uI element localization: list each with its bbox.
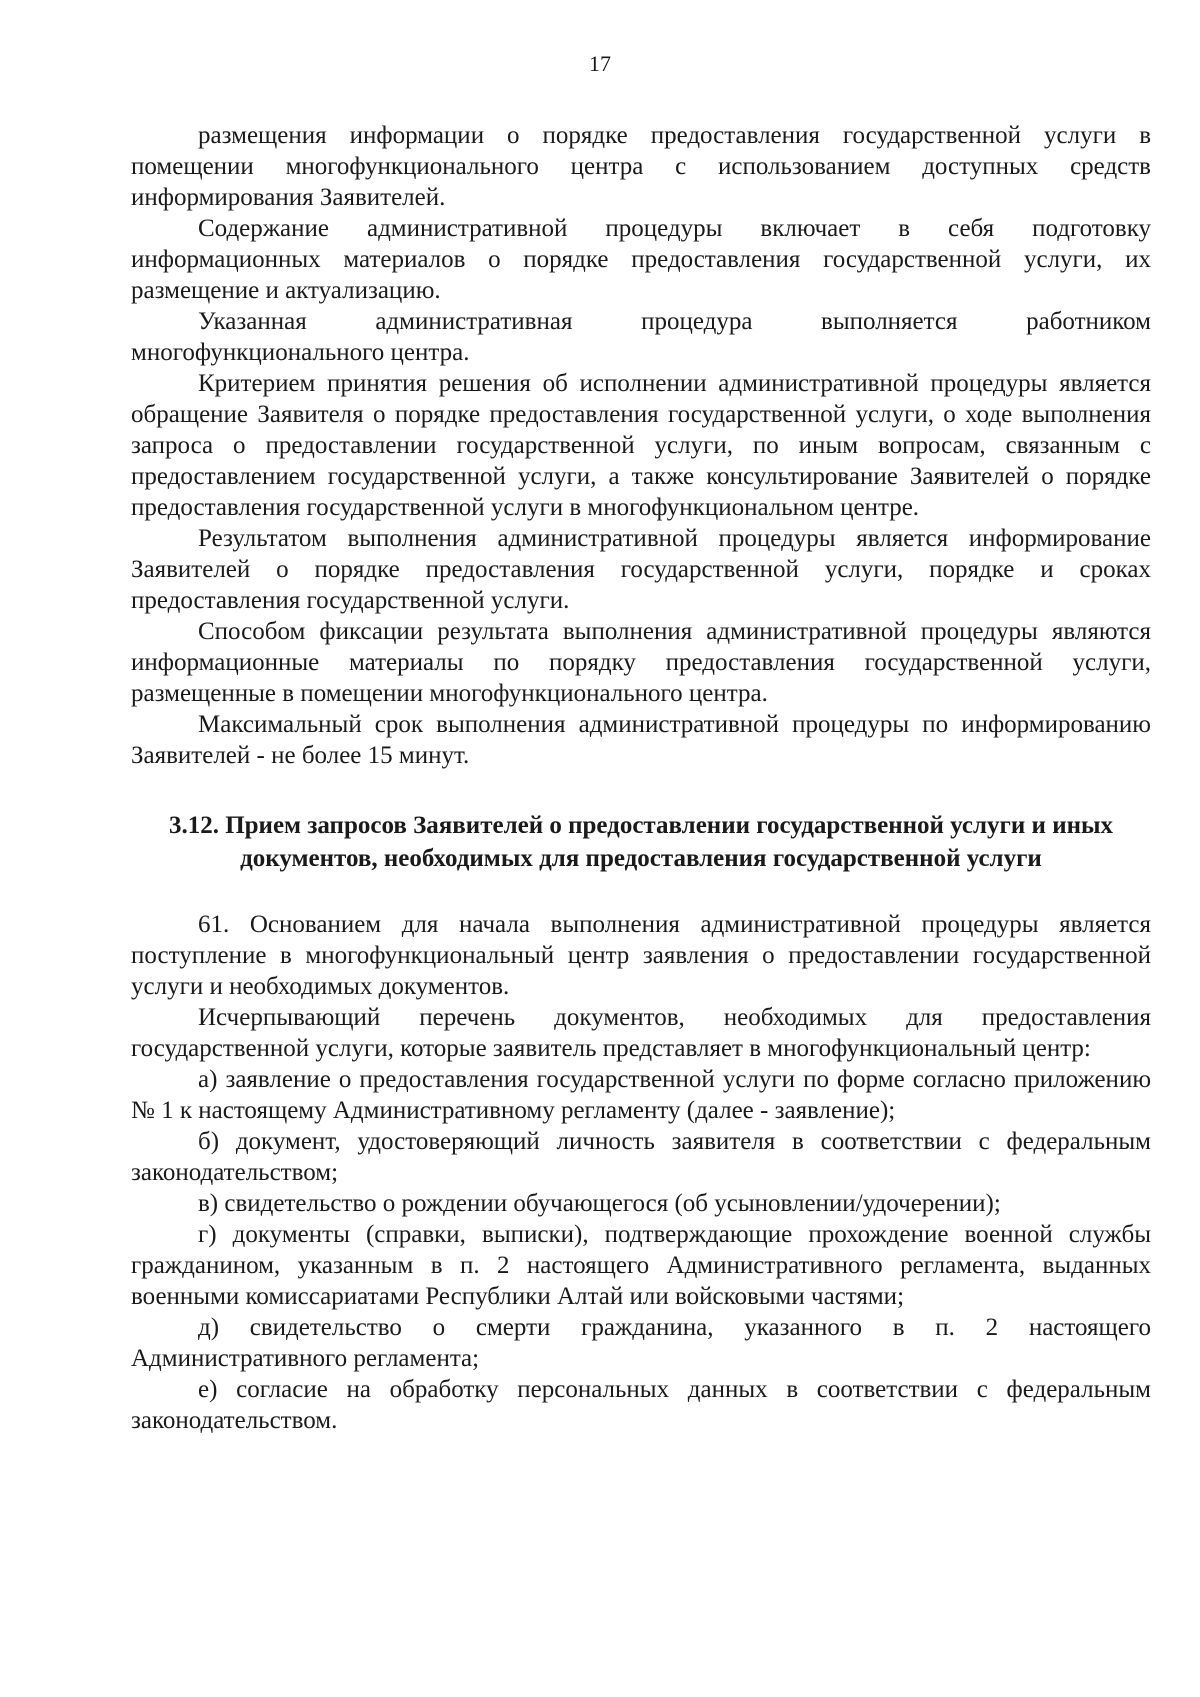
paragraph: Способом фиксации результата выполнения административной процедуры являются информационные материалы по порядку предоставления государственной услуги, размещенные в помещении многофункционального центра. [131,618,1151,707]
paragraph: Критерием принятия решения об исполнении административной процедуры является обращение Заявителя о порядке предоставления государственной услуги, о ходе выполнения запроса о предоставлении государственной услуги, по иным вопросам, связанным с предоставлением государственной услуги, а также консультирование Заявителей о порядке предоставления государственной услуги в многофункциональном центре. [131,370,1151,521]
section-heading: 3.12. Прием запросов Заявителей о предоставлении государственной услуги и иных документов, необходимых для предоставления государственной услуги [168,812,1114,872]
page-number: 17 [589,51,611,76]
list-item: г) документы (справки, выписки), подтверждающие прохождение военной службы гражданином, указанным в п. 2 настоящего Административного регламента, выданных военными комиссариатами Республики Алтай или войсковыми частями; [131,1221,1151,1310]
paragraph: Содержание административной процедуры включает в себя подготовку информационных материалов о порядке предоставления государственной услуги, их размещение и актуализацию. [131,215,1151,304]
paragraph: размещения информации о порядке предоставления государственной услуги в помещении многофункционального центра с использованием доступных средств информирования Заявителей. [131,122,1151,211]
list-item: а) заявление о предоставления государственной услуги по форме согласно приложению № 1 к настоящему Административному регламенту (далее - заявление); [131,1066,1151,1124]
list-item: е) согласие на обработку персональных данных в соответствии с федеральным законодательством. [131,1376,1151,1434]
paragraph: Указанная административная процедура выполняется работником многофункционального центра. [131,308,1151,366]
list-item: в) свидетельство о рождении обучающегося (об усыновлении/удочерении); [198,1190,1001,1217]
list-item: б) документ, удостоверяющий личность заявителя в соответствии с федеральным законодательством; [131,1128,1151,1186]
document-body [131,120,1151,1436]
paragraph: 61. Основанием для начала выполнения административной процедуры является поступление в многофункциональный центр заявления о предоставлении государственной услуги и необходимых документов. [131,911,1151,1000]
list-item: д) свидетельство о смерти гражданина, указанного в п. 2 настоящего Административного регламента; [131,1314,1151,1372]
paragraph: Результатом выполнения административной процедуры является информирование Заявителей о порядке предоставления государственной услуги, порядке и сроках предоставления государственной услуги. [131,525,1151,614]
paragraph: Максимальный срок выполнения административной процедуры по информированию Заявителей - не более 15 минут. [131,711,1151,769]
paragraph: Исчерпывающий перечень документов, необходимых для предоставления государственной услуги, которые заявитель представляет в многофункциональный центр: [131,1004,1151,1062]
